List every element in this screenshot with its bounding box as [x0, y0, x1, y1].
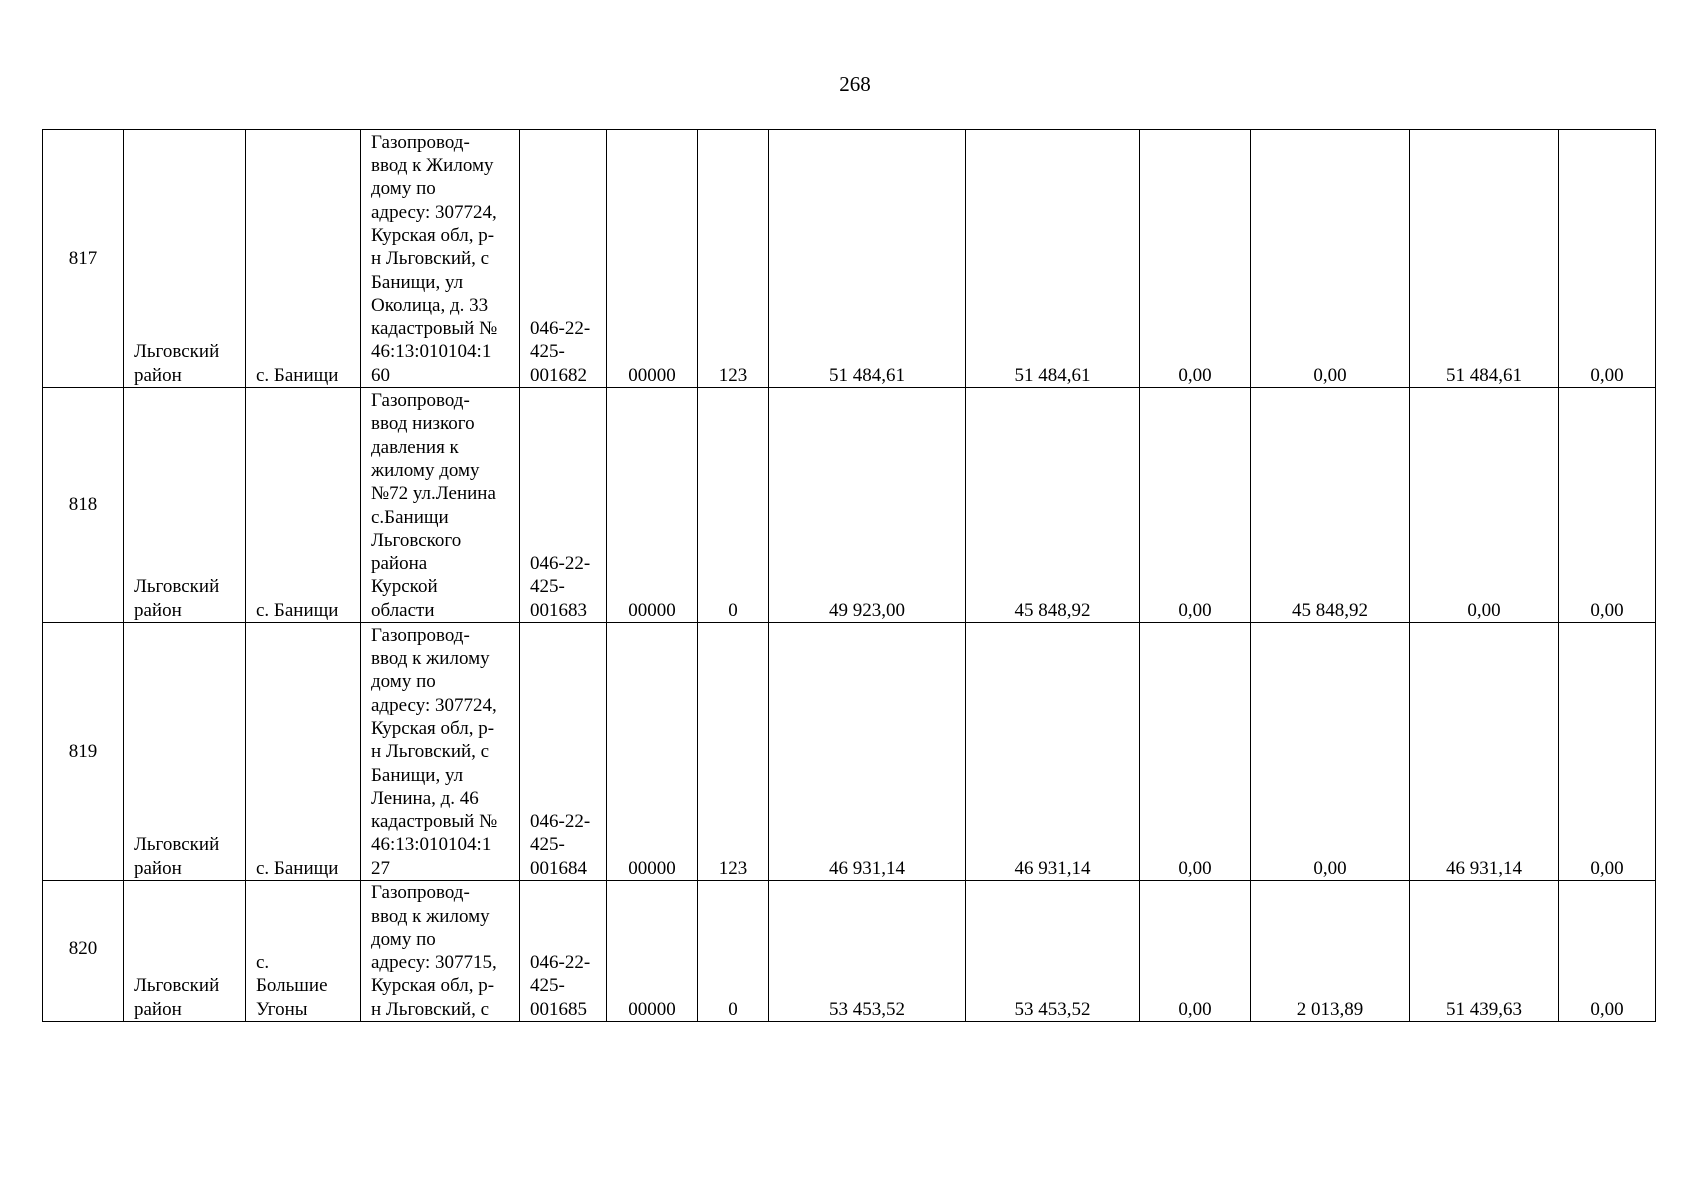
value-cell: 0,00	[1140, 388, 1251, 623]
description-cell: Газопровод- ввод к Жилому дому по адресу: 307724, Курская обл, р- н Льговский, с Банищи, ул Околица, д. 33 кадастровый № 46:13:010104:1 60	[361, 130, 520, 388]
initial-cost-cell: 49 923,00	[769, 388, 966, 623]
inventory-number-cell: 046-22- 425- 001684	[520, 623, 607, 881]
value-cell: 0,00	[1251, 623, 1410, 881]
balance-cost-cell: 51 484,61	[966, 130, 1140, 388]
district-cell: Льговский район	[124, 881, 246, 1022]
value-cell: 0,00	[1559, 881, 1656, 1022]
table-row	[43, 881, 1656, 1022]
table-row	[43, 388, 1656, 623]
property-registry-table	[42, 129, 1656, 1022]
account-cell: 123	[698, 623, 769, 881]
table-row	[43, 130, 1656, 388]
inventory-number-cell: 046-22- 425- 001685	[520, 881, 607, 1022]
value-cell: 0,00	[1140, 623, 1251, 881]
district-cell: Льговский район	[124, 130, 246, 388]
description-cell: Газопровод- ввод низкого давления к жилому дому №72 ул.Ленина с.Банищи Льговского района Курской области	[361, 388, 520, 623]
value-cell: 46 931,14	[1410, 623, 1559, 881]
settlement-cell: с. Банищи	[246, 388, 361, 623]
row-number-cell: 817	[43, 130, 124, 388]
value-cell: 0,00	[1140, 881, 1251, 1022]
balance-cost-cell: 45 848,92	[966, 388, 1140, 623]
value-cell: 51 439,63	[1410, 881, 1559, 1022]
value-cell: 0,00	[1140, 130, 1251, 388]
row-number-cell: 818	[43, 388, 124, 623]
code-cell: 00000	[607, 881, 698, 1022]
value-cell: 0,00	[1559, 130, 1656, 388]
value-cell: 51 484,61	[1410, 130, 1559, 388]
value-cell: 2 013,89	[1251, 881, 1410, 1022]
inventory-number-cell: 046-22- 425- 001682	[520, 130, 607, 388]
description-cell: Газопровод- ввод к жилому дому по адресу: 307724, Курская обл, р- н Льговский, с Банищи, ул Ленина, д. 46 кадастровый № 46:13:010104:1 27	[361, 623, 520, 881]
initial-cost-cell: 51 484,61	[769, 130, 966, 388]
row-number-cell: 820	[43, 881, 124, 1022]
district-cell: Льговский район	[124, 388, 246, 623]
balance-cost-cell: 53 453,52	[966, 881, 1140, 1022]
code-cell: 00000	[607, 623, 698, 881]
code-cell: 00000	[607, 388, 698, 623]
value-cell: 0,00	[1251, 130, 1410, 388]
settlement-cell: с. Банищи	[246, 130, 361, 388]
account-cell: 0	[698, 881, 769, 1022]
initial-cost-cell: 46 931,14	[769, 623, 966, 881]
settlement-cell: с. Банищи	[246, 623, 361, 881]
code-cell: 00000	[607, 130, 698, 388]
row-number-cell: 819	[43, 623, 124, 881]
value-cell: 0,00	[1559, 388, 1656, 623]
initial-cost-cell: 53 453,52	[769, 881, 966, 1022]
value-cell: 45 848,92	[1251, 388, 1410, 623]
district-cell: Льговский район	[124, 623, 246, 881]
balance-cost-cell: 46 931,14	[966, 623, 1140, 881]
inventory-number-cell: 046-22- 425- 001683	[520, 388, 607, 623]
description-cell: Газопровод- ввод к жилому дому по адресу: 307715, Курская обл, р- н Льговский, с	[361, 881, 520, 1022]
page-number: 268	[839, 72, 871, 96]
value-cell: 0,00	[1410, 388, 1559, 623]
account-cell: 123	[698, 130, 769, 388]
value-cell: 0,00	[1559, 623, 1656, 881]
account-cell: 0	[698, 388, 769, 623]
table-row	[43, 623, 1656, 881]
settlement-cell: с. Большие Угоны	[246, 881, 361, 1022]
